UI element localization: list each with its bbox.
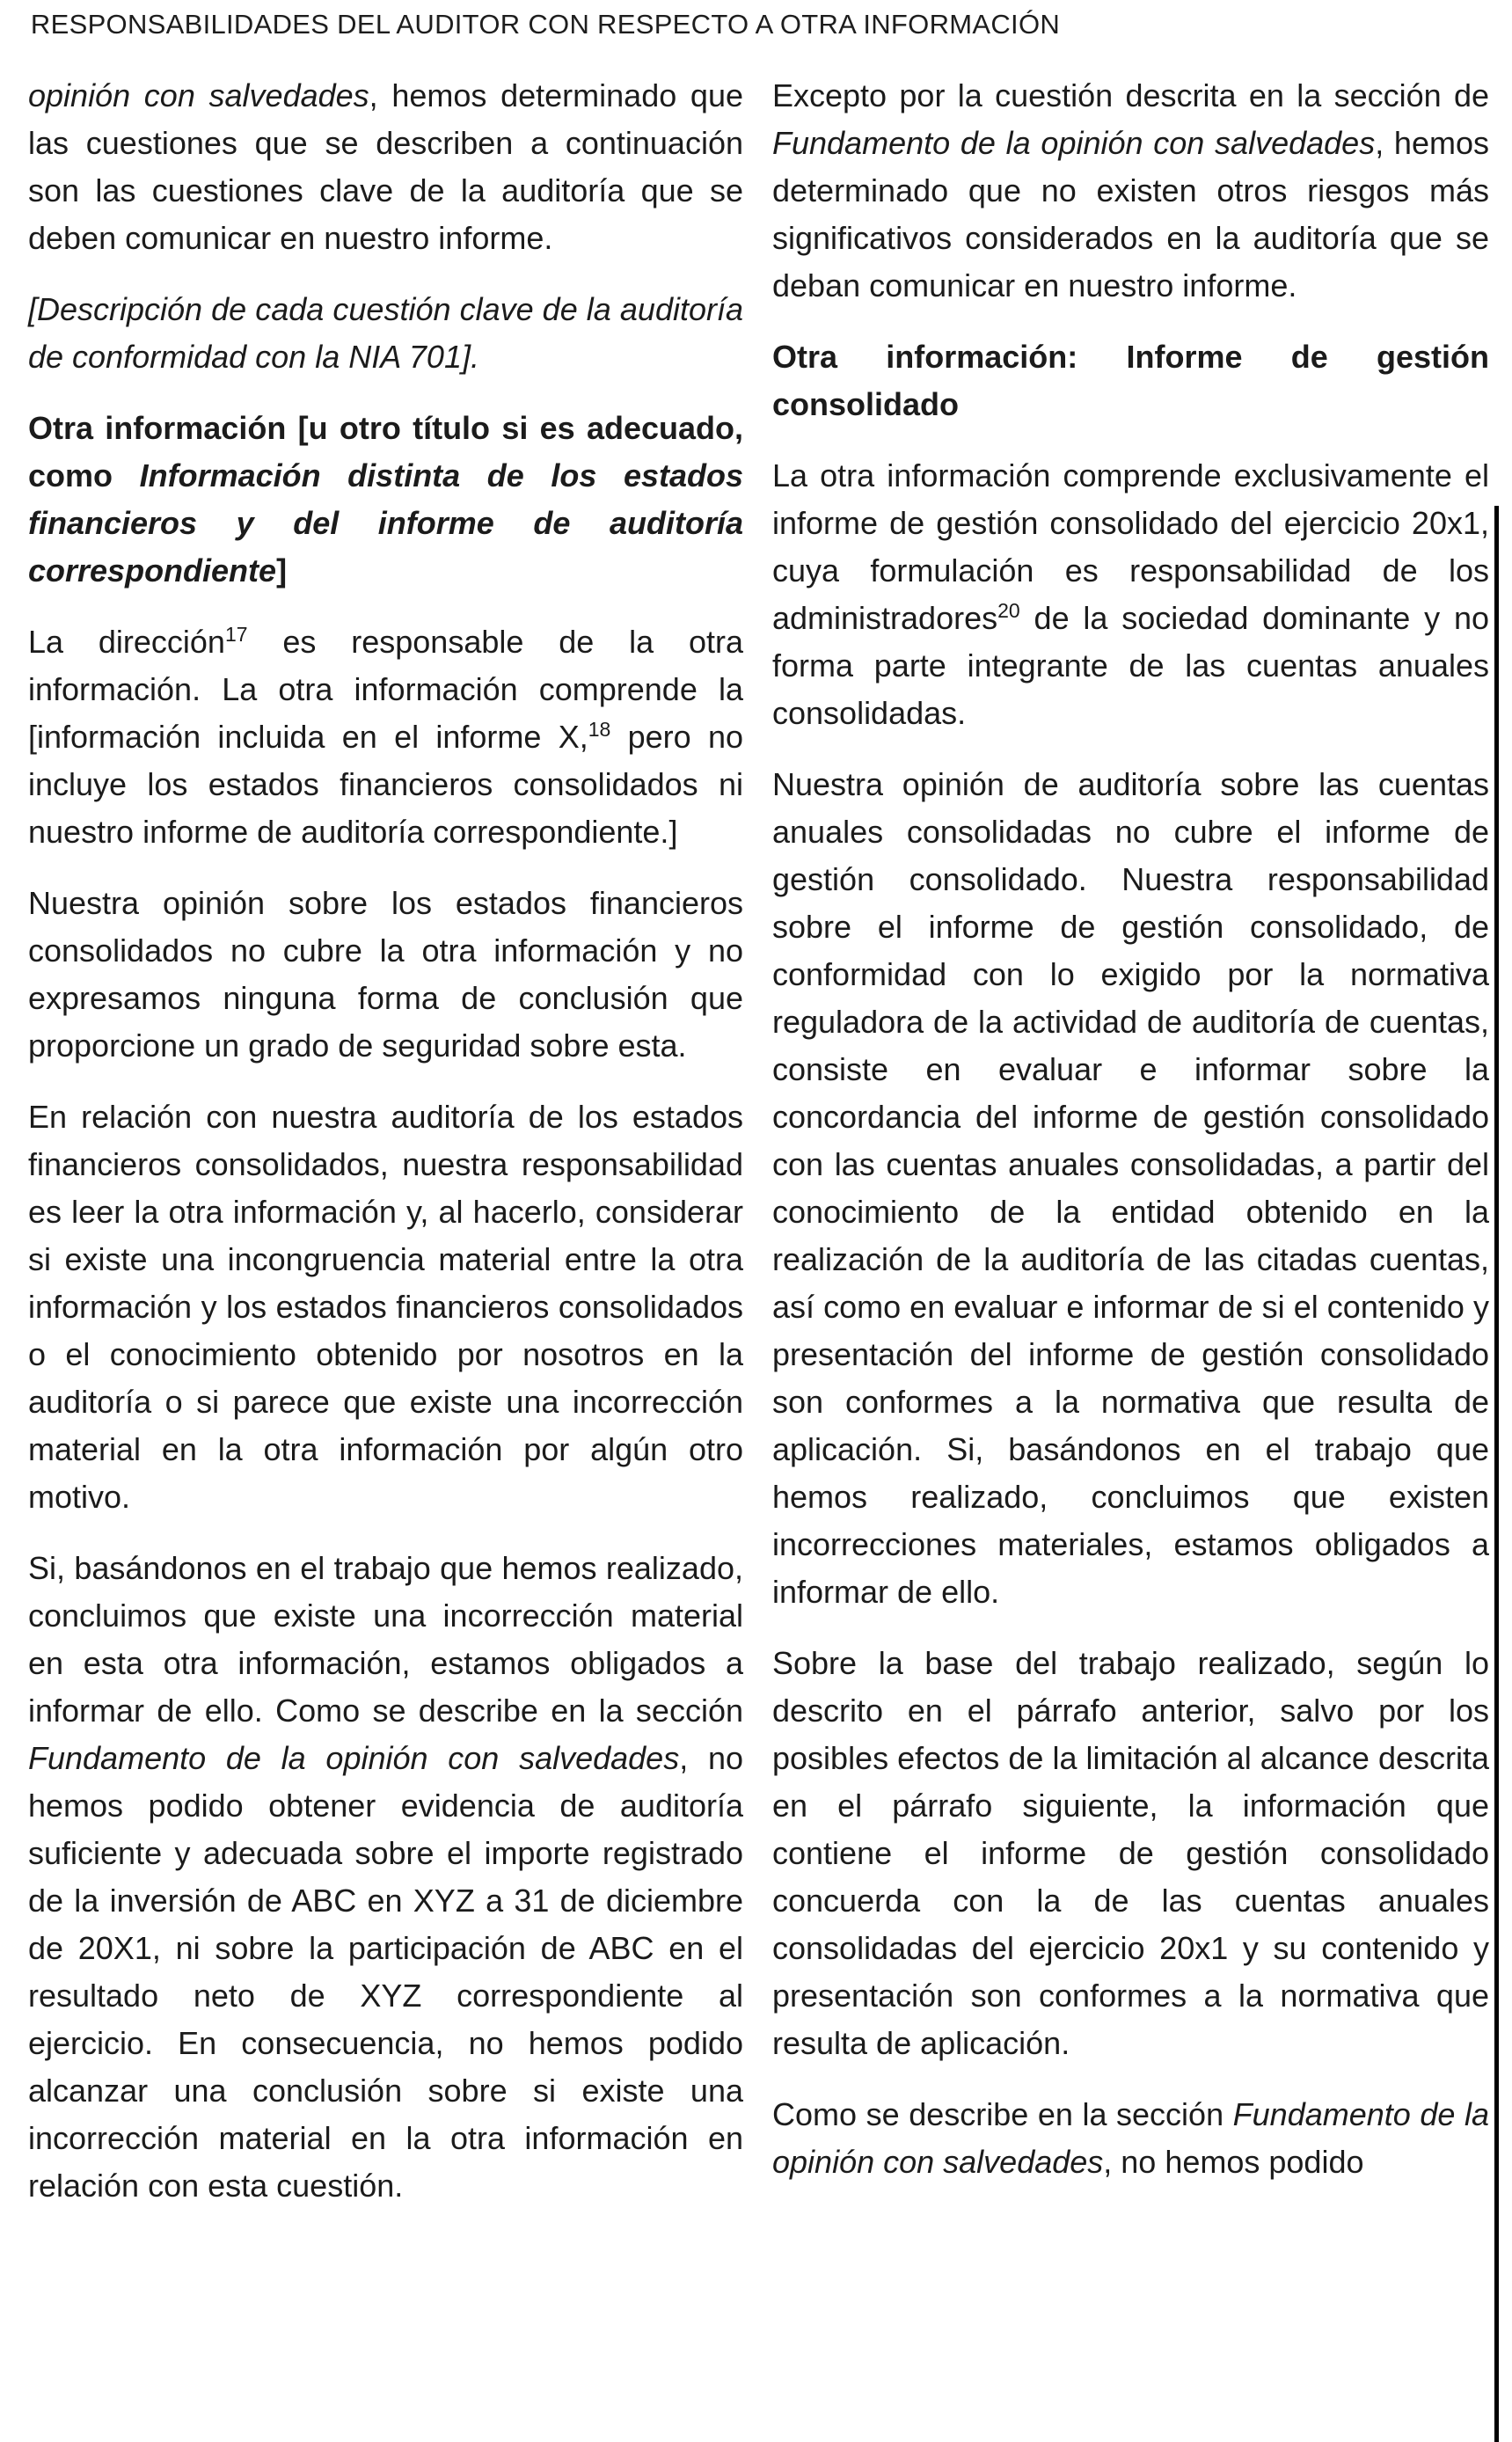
paragraph xyxy=(772,761,1489,1616)
text-run: En relación con nuestra auditoría de los estados financieros consolidados, nuestra responsabilidad es leer la otra información y, al hacerlo, considerar si existe una incongruencia material entre la otra información y los estados financieros consolidados o el conocimiento obtenido por nosotros en la auditoría o si parece que existe una incorrección material en la otra información por algún otro motivo. xyxy=(28,1099,743,1515)
text-run: , hemos determinado que no existen otros riesgos más significativos considerados en la auditoría que se deban comunicar en nuestro informe. xyxy=(772,125,1489,303)
paragraph xyxy=(28,1545,743,2210)
running-header xyxy=(0,9,1091,40)
text-run: , no hemos podido obtener evidencia de auditoría suficiente y adecuada sobre el importe registrado de la inversión de ABC en XYZ a 31 de diciembre de 20X1, ni sobre la participación de ABC en el resultado neto de XYZ correspondiente al ejercicio. En consecuencia, no hemos podido alcanzar una conclusión sobre si existe una incorrección material en la otra información en relación con esta cuestión. xyxy=(28,1740,743,2204)
left-column xyxy=(28,72,743,2234)
text-run: [Descripción de cada cuestión clave de la auditoría de conformidad con la NIA 701]. xyxy=(28,291,743,375)
paragraph xyxy=(772,1640,1489,2067)
text-run: La dirección xyxy=(28,624,225,660)
footnote-reference: 18 xyxy=(588,718,611,741)
footnote-reference: 20 xyxy=(997,599,1020,622)
paragraph xyxy=(772,452,1489,737)
paragraph xyxy=(772,72,1489,310)
section-heading xyxy=(28,405,743,595)
text-run: es responsable de la otra información. La otra información comprende la [información incluida en el informe X, xyxy=(28,624,743,755)
right-column xyxy=(772,72,1489,2234)
paragraph xyxy=(28,1093,743,1521)
text-run: Fundamento de la opinión con salvedades xyxy=(772,2096,1490,2180)
text-run: , hemos determinado que las cuestiones que se describen a continuación son las cuestiones clave de la auditoría que se deben comunicar en nuestro informe. xyxy=(28,77,743,256)
text-run: Otra información: Informe de gestión consolidado xyxy=(772,339,1489,422)
text-run: Otra información [u otro título si es adecuado, como xyxy=(28,410,743,494)
text-run: de la sociedad dominante y no forma parte integrante de las cuentas anuales consolidadas. xyxy=(772,600,1489,731)
text-run: Como se describe en la sección xyxy=(772,2096,1233,2132)
paragraph xyxy=(772,2091,1489,2186)
text-run: La otra información comprende exclusivamente el informe de gestión consolidado del ejercicio 20x1, cuya formulación es responsabilidad de los administradores xyxy=(772,457,1489,636)
text-run: Nuestra opinión de auditoría sobre las cuentas anuales consolidadas no cubre el informe de gestión consolidado. Nuestra responsabilidad sobre el informe de gestión consolidado, de conformidad con lo exigido por la normativa reguladora de la actividad de auditoría de cuentas, consiste en evaluar e informar sobre la concordancia del informe de gestión consolidado con las cuentas anuales consolidadas, a partir del conocimiento de la entidad obtenido en la realización de la auditoría de las citadas cuentas, así como en evaluar e informar de si el contenido y presentación del informe de gestión consolidado son conformes a la normativa que resulta de aplicación. Si, basándonos en el trabajo que hemos realizado, concluimos que existen incorrecciones materiales, estamos obligados a informar de ello. xyxy=(772,766,1489,1610)
text-run: , no hemos podido xyxy=(1103,2144,1364,2180)
paragraph xyxy=(28,72,743,262)
text-run: Fundamento de la opinión con salvedades xyxy=(28,1740,680,1776)
text-run: opinión con salvedades xyxy=(28,77,369,113)
text-run: Fundamento de la opinión con salvedades xyxy=(772,125,1376,161)
text-run: Nuestra opinión sobre los estados financieros consolidados no cubre la otra información y no expresamos ninguna forma de conclusión que proporcione un grado de seguridad sobre esta. xyxy=(28,885,743,1064)
text-run: Si, basándonos en el trabajo que hemos realizado, concluimos que existe una incorrección material en esta otra información, estamos obligados a informar de ello. Como se describe en la sección xyxy=(28,1550,743,1729)
text-run: Excepto por la cuestión descrita en la sección de xyxy=(772,77,1489,113)
footnote-reference: 17 xyxy=(224,623,248,646)
text-run: pero no incluye los estados financieros consolidados ni nuestro informe de auditoría correspondiente.] xyxy=(28,719,743,850)
text-run: ] xyxy=(276,552,288,589)
text-run: Información distinta de los estados financieros y del informe de auditoría correspondiente xyxy=(28,457,744,589)
text-run: Sobre la base del trabajo realizado, según lo descrito en el párrafo anterior, salvo por los posibles efectos de la limitación al alcance descrita en el párrafo siguiente, la información que contiene el informe de gestión consolidado concuerda con la de las cuentas anuales consolidadas del ejercicio 20x1 y su contenido y presentación son conformes a la normativa que resulta de aplicación. xyxy=(772,1645,1489,2061)
paragraph xyxy=(28,286,743,381)
section-heading xyxy=(772,333,1489,428)
page-title: RESPONSABILIDADES DEL AUDITOR CON RESPECTO A OTRA INFORMACIÓN xyxy=(30,9,1061,40)
two-column-layout xyxy=(0,72,1512,2234)
paragraph xyxy=(28,618,743,856)
revision-change-bar xyxy=(1494,506,1499,2442)
paragraph xyxy=(28,880,743,1070)
